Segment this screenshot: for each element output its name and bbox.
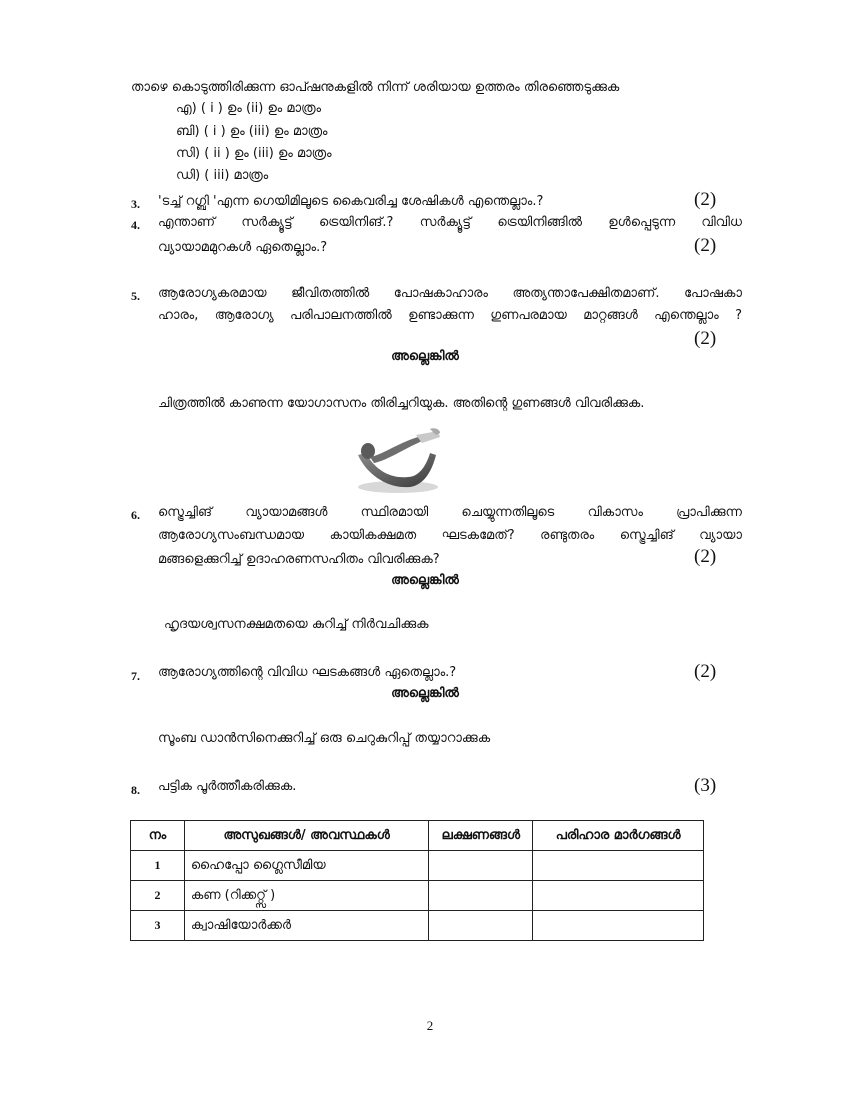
- option-a: എ) ( i ) ഉം (ii) ഉം മാത്രം: [176, 101, 322, 116]
- marks: (2): [694, 235, 717, 256]
- header-number: നം: [131, 821, 185, 851]
- question-number: 5.: [131, 289, 140, 303]
- row-remedies-cell: [533, 851, 704, 881]
- marks: (2): [694, 328, 717, 349]
- question-number: 6.: [131, 508, 140, 522]
- question-number: 4.: [131, 218, 140, 232]
- question-text: സ്ട്രെച്ചിങ് വ്യായാമങ്ങൾ സ്ഥിരമായി ചെയ്യുന്നതിലൂടെ വികാസം പ്രാപിക്കുന്ന: [158, 505, 742, 520]
- row-symptoms-cell: [429, 911, 533, 941]
- table-row: [131, 911, 704, 941]
- option-b: ബി) ( i ) ഉം (iii) ഉം മാത്രം: [176, 124, 328, 139]
- row-number: 3: [131, 911, 185, 941]
- question-number: 8.: [131, 783, 140, 797]
- table-row: [131, 881, 704, 911]
- question-text-line2: ആരോഗ്യസംബന്ധമായ കായികക്ഷമത ഘടകമേത്? രണ്ടുതരം സ്ട്രെച്ചിങ് വ്യായാ: [158, 528, 742, 543]
- row-remedies-cell: [533, 911, 704, 941]
- question-text: പട്ടിക പൂർത്തീകരിക്കുക.: [158, 779, 297, 794]
- row-disease: കണ (റിക്കറ്റ്സ് ): [184, 881, 428, 911]
- page-number: 2: [426, 1018, 434, 1033]
- question-text-line2: ഹാരം, ആരോഗ്യ പരിപാലനത്തിൽ ഉണ്ടാക്കുന്ന ഗുണപരമായ മാറ്റങ്ങൾ എന്തെല്ലാം ?: [158, 308, 742, 323]
- table-header-row: [131, 821, 704, 851]
- question-text-line3: മങ്ങളെക്കുറിച്ച് ഉദാഹരണസഹിതം വിവരിക്കുക?: [158, 552, 440, 567]
- option-c: സി) ( ii ) ഉം (iii) ഉം മാത്രം: [176, 146, 332, 161]
- alternate-question: ഹൃദയശ്വസനക്ഷമതയെ കുറിച്ച് നിർവചിക്കുക: [164, 617, 429, 632]
- question-number: 7.: [131, 669, 140, 683]
- instruction-text: താഴെ കൊടുത്തിരിക്കുന്ന ഓപ്ഷനുകളിൽ നിന്ന് ശരിയായ ഉത്തരം തിരഞ്ഞെടുക്കുക: [131, 80, 620, 95]
- row-disease: ക്വാഷിയോർക്കർ: [184, 911, 428, 941]
- or-label: അല്ലെങ്കിൽ: [391, 686, 459, 701]
- header-disease: അസുഖങ്ങൾ/ അവസ്ഥകൾ: [184, 821, 428, 851]
- alternate-question: സൂംബ ഡാൻസിനെക്കുറിച്ച് ഒരു ചെറുകുറിപ്പ് തയ്യാറാക്കുക: [158, 731, 491, 746]
- header-symptoms: ലക്ഷണങ്ങൾ: [429, 821, 533, 851]
- marks: (2): [694, 661, 717, 682]
- marks: (3): [694, 775, 717, 796]
- alternate-question: ചിത്രത്തിൽ കാണുന്ന യോഗാസനം തിരിച്ചറിയുക. അതിന്റെ ഗുണങ്ങൾ വിവരിക്കുക.: [158, 396, 645, 411]
- table-row: [131, 851, 704, 881]
- marks: (2): [694, 189, 717, 210]
- or-label: അല്ലെങ്കിൽ: [391, 349, 459, 364]
- question-number: 3.: [131, 197, 140, 211]
- row-disease: ഹൈപ്പോ ഗ്ലൈസീമിയ: [184, 851, 428, 881]
- row-number: 1: [131, 851, 185, 881]
- marks: (2): [694, 546, 717, 567]
- question-text-line2: വ്യായാമമുറകൾ ഏതെല്ലാം.?: [158, 240, 328, 255]
- row-symptoms-cell: [429, 881, 533, 911]
- question-text: എന്താണ് സർക്യൂട്ട് ട്രെയിനിങ്.? സർക്യൂട്ട് ട്രെയിനിങ്ങിൽ ഉൾപ്പെടുന്ന വിവിധ: [158, 215, 742, 230]
- question-text: ആരോഗ്യത്തിന്റെ വിവിധ ഘടകങ്ങൾ ഏതെല്ലാം.?: [158, 665, 457, 680]
- question-text: 'ടച്ച് റഗ്ബി 'എന്ന ഗെയിമിലൂടെ കൈവരിച്ച ശേഷികൾ എന്തെല്ലാം.?: [158, 194, 544, 209]
- header-remedies: പരിഹാര മാർഗങ്ങൾ: [533, 821, 704, 851]
- disease-table: [130, 820, 704, 941]
- option-d: ഡി) ( iii) മാത്രം: [176, 168, 269, 183]
- row-remedies-cell: [533, 881, 704, 911]
- or-label: അല്ലെങ്കിൽ: [391, 573, 459, 588]
- question-text: ആരോഗ്യകരമായ ജീവിതത്തിൽ പോഷകാഹാരം അത്യന്താപേക്ഷിതമാണ്. പോഷകാ: [158, 286, 742, 301]
- row-symptoms-cell: [429, 851, 533, 881]
- yoga-pose-image: [352, 425, 444, 495]
- row-number: 2: [131, 881, 185, 911]
